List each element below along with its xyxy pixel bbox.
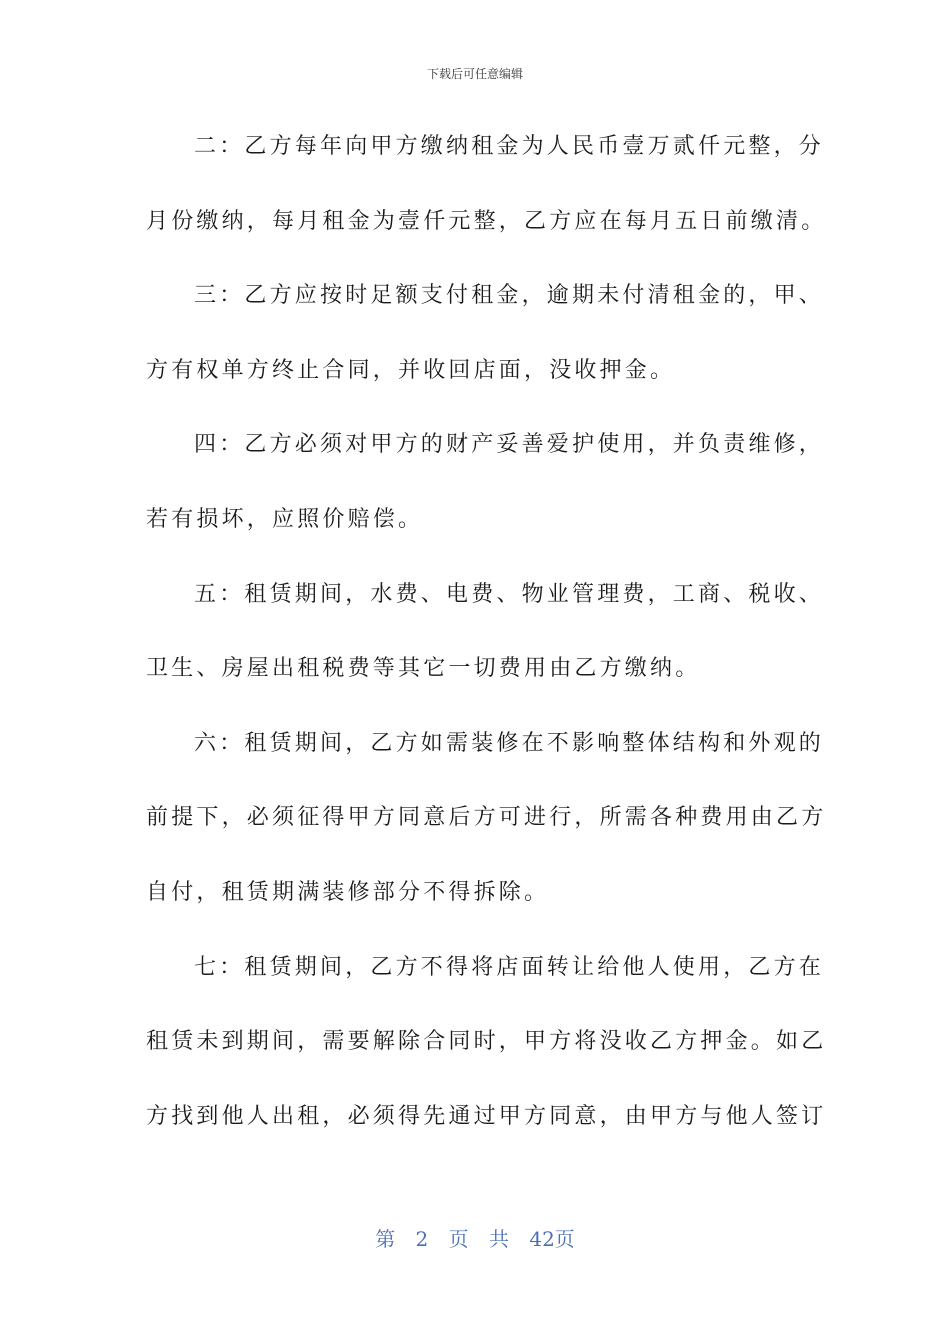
- total-pages: 42页: [529, 1227, 575, 1251]
- page-unit-label: 页: [448, 1227, 469, 1251]
- total-label: 共: [489, 1227, 509, 1251]
- paragraph-line: 三：乙方应按时足额支付租金，逾期未付清租金的，甲、: [194, 283, 825, 309]
- paragraph-line: 方有权单方终止合同，并收回店面，没收押金。: [146, 357, 676, 383]
- paragraph-line: 五：租赁期间，水费、电费、物业管理费，工商、税收、: [194, 581, 825, 607]
- paragraph-line: 二：乙方每年向甲方缴纳租金为人民币壹万贰仟元整，分: [194, 134, 825, 159]
- paragraph-line: 四：乙方必须对甲方的财产妥善爱护使用，并负责维修，: [194, 432, 825, 458]
- paragraph-line: 六：租赁期间，乙方如需装修在不影响整体结构和外观的: [194, 730, 825, 756]
- paragraph-line: 前提下，必须征得甲方同意后方可进行，所需各种费用由乙方: [146, 805, 827, 831]
- paragraph-line: 自付，租赁期满装修部分不得拆除。: [146, 879, 550, 905]
- paragraph-line: 七：租赁期间，乙方不得将店面转让给他人使用，乙方在: [194, 954, 825, 980]
- page-header: 下载后可任意编辑: [426, 67, 523, 81]
- paragraph-line: 月份缴纳，每月租金为壹仟元整，乙方应在每月五日前缴清。: [146, 208, 827, 234]
- paragraph-line: 若有损坏，应照价赔偿。: [146, 506, 424, 532]
- paragraph-line: 方找到他人出租，必须得先通过甲方同意，由甲方与他人签订: [146, 1103, 827, 1129]
- paragraph-line: 卫生、房屋出租税费等其它一切费用由乙方缴纳。: [146, 656, 701, 682]
- document-body: [146, 120, 827, 1164]
- page-label: 第: [375, 1227, 396, 1251]
- page-footer: [0, 1226, 950, 1252]
- paragraph-line: 租赁未到期间，需要解除合同时，甲方将没收乙方押金。如乙: [146, 1029, 827, 1055]
- current-page-number: 2: [415, 1227, 429, 1251]
